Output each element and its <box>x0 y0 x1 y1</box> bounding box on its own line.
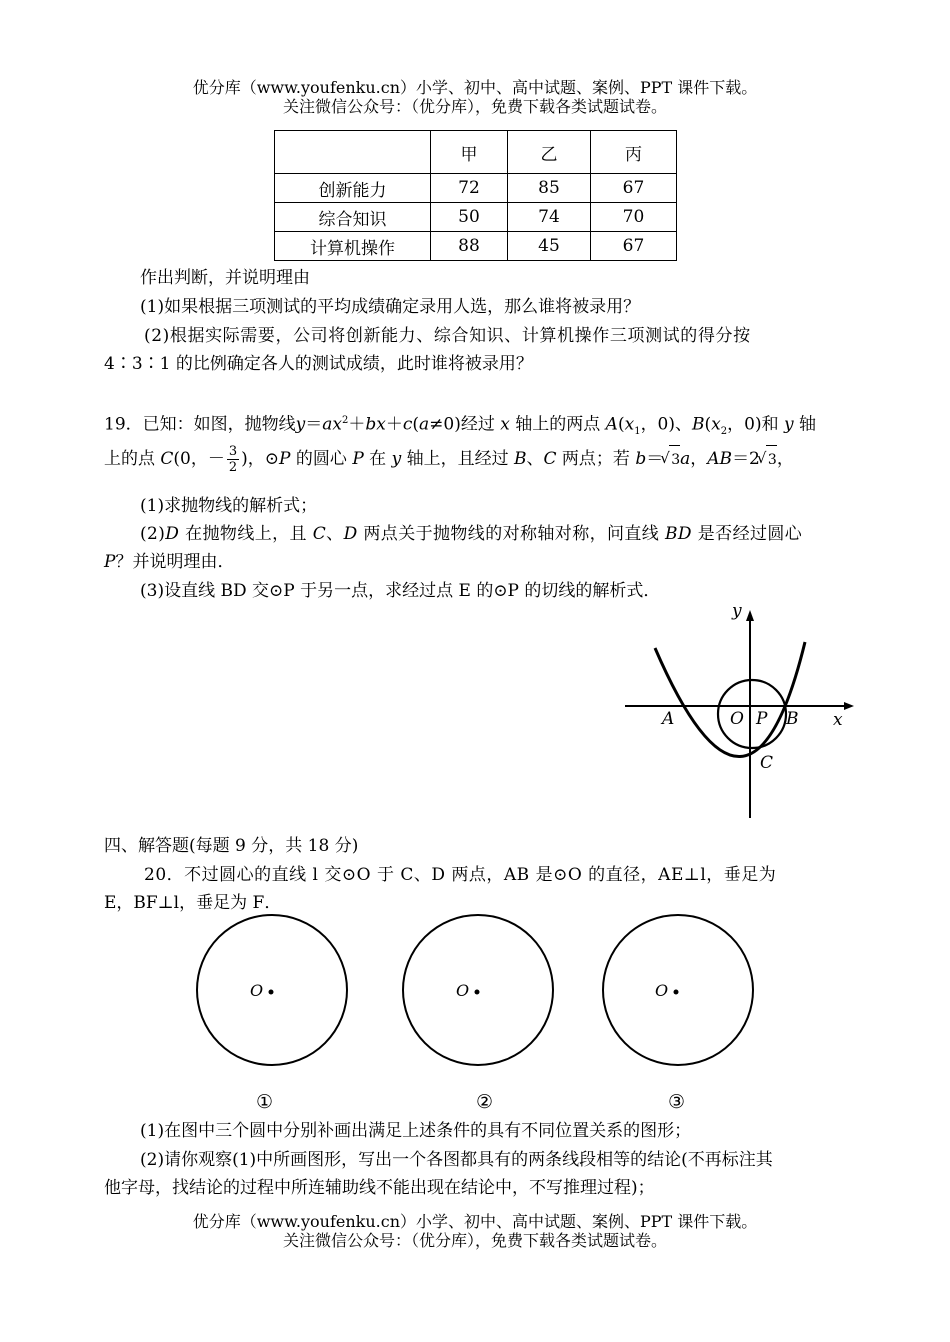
label-c: C <box>760 753 774 773</box>
row-label: 综合知识 <box>275 203 431 232</box>
cell-value: 85 <box>508 174 591 203</box>
q19-line1: 19．已知：如图，抛物线$y=ax^2+bx+c(a\ne 0)$经过 x 轴上的两点 $A(x_1$，0)、$B(x_2$，0)和 y 轴 <box>104 414 816 438</box>
table-header-cell: 乙 <box>508 131 591 174</box>
circle-p <box>718 680 786 748</box>
cell-value: 67 <box>591 232 677 261</box>
circle-center-label: O <box>655 981 669 1000</box>
q19-part2-line1: (2)D 在抛物线上，且 C、D 两点关于抛物线的对称轴对称，问直线 BD 是否经过圆心 <box>140 524 803 544</box>
q20-part2-line2: 他字母，找结论的过程中所连辅助线不能出现在结论中，不写推理过程)； <box>104 1178 655 1198</box>
cell-value: 45 <box>508 232 591 261</box>
label-p: P <box>756 709 768 729</box>
q20-part1: (1)在图中三个圆中分别补画出满足上述条件的具有不同位置关系的图形； <box>140 1121 692 1141</box>
x-arrow-icon <box>844 702 854 710</box>
circle-figure-3 <box>603 915 753 1113</box>
y-arrow-icon <box>746 610 754 621</box>
circle-center-label: O <box>250 981 264 1000</box>
center-dot <box>475 990 480 995</box>
table-header-row <box>275 131 677 174</box>
q18-part1: (1)如果根据三项测试的平均成绩确定录用人选，那么谁将被录用？ <box>140 297 641 317</box>
q20-line2: E，BF⊥l，垂足为 F． <box>104 893 282 913</box>
q20-part2-line1: (2)请你观察(1)中所画图形，写出一个各图都具有的两条线段相等的结论(不再标注其 <box>140 1150 773 1170</box>
label-a: A <box>662 709 675 729</box>
cell-value: 50 <box>431 203 508 232</box>
header-line-1: 优分库（www.youfenku.cn）小学、初中、高中试题、案例、PPT 课件下载。 <box>192 78 758 97</box>
center-dot <box>269 990 274 995</box>
circle-figure-1 <box>197 915 347 1113</box>
score-table <box>274 130 677 261</box>
table-row <box>275 174 677 203</box>
q19-line2: 上的点 C(0，－ $\frac{3}{2}$ )，⊙P 的圆心 P 在 y 轴上，且经过 B、C 两点；若 b＝√ 3a，AB＝2√ 3， <box>104 444 794 475</box>
circle-number-label: ① <box>256 1091 274 1113</box>
q18-part2-line1: (2)根据实际需要，公司将创新能力、综合知识、计算机操作三项测试的得分按 <box>144 326 751 346</box>
table-row <box>275 232 677 261</box>
q19-part2-end: ？并说明理由． <box>115 552 235 572</box>
section-title: 四、解答题(每题 9 分，共 18 分) <box>104 836 359 856</box>
cell-value: 70 <box>591 203 677 232</box>
circle-center-label: O <box>456 981 470 1000</box>
q19-part1: (1)求抛物线的解析式； <box>140 496 318 516</box>
q18-part2-line2: 4∶3∶1 的比例确定各人的测试成绩，此时谁将被录用？ <box>104 354 533 374</box>
circle-figure-2 <box>403 915 553 1113</box>
row-label: 计算机操作 <box>275 232 431 261</box>
q19-part2-line2: P？并说明理由． <box>104 552 235 572</box>
table-header-cell <box>275 131 431 174</box>
q18-intro: 作出判断，并说明理由 <box>140 268 310 288</box>
table-header-cell: 甲 <box>431 131 508 174</box>
q19-number: 19．已知：如图，抛物线 <box>104 414 296 435</box>
cell-value: 72 <box>431 174 508 203</box>
label-o: O <box>730 709 744 729</box>
parabola-figure <box>620 600 860 825</box>
q19-part2-tail: 是否经过圆心 <box>697 524 803 544</box>
footer-line-1: 优分库（www.youfenku.cn）小学、初中、高中试题、案例、PPT 课件下载。 <box>192 1212 758 1231</box>
cell-value: 88 <box>431 232 508 261</box>
label-b: B <box>786 709 799 729</box>
cell-value: 67 <box>591 174 677 203</box>
table-header-cell: 丙 <box>591 131 677 174</box>
circles-figure <box>190 912 770 1117</box>
table-row <box>275 203 677 232</box>
cell-value: 74 <box>508 203 591 232</box>
circle-number-label: ② <box>476 1091 494 1113</box>
center-dot <box>674 990 679 995</box>
header-line-2: 关注微信公众号：（优分库），免费下载各类试题试卷。 <box>282 97 667 116</box>
q20-line1: 20．不过圆心的直线 l 交⊙O 于 C、D 两点，AB 是⊙O 的直径，AE⊥l，垂足为 <box>144 865 777 885</box>
circle-number-label: ③ <box>668 1091 686 1113</box>
q19-part3: (3)设直线 BD 交⊙P 于另一点，求经过点 E 的⊙P 的切线的解析式． <box>140 581 661 601</box>
row-label: 创新能力 <box>275 174 431 203</box>
label-x: x <box>833 710 843 730</box>
footer-line-2: 关注微信公众号：（优分库），免费下载各类试题试卷。 <box>282 1231 667 1250</box>
label-y: y <box>732 601 742 621</box>
